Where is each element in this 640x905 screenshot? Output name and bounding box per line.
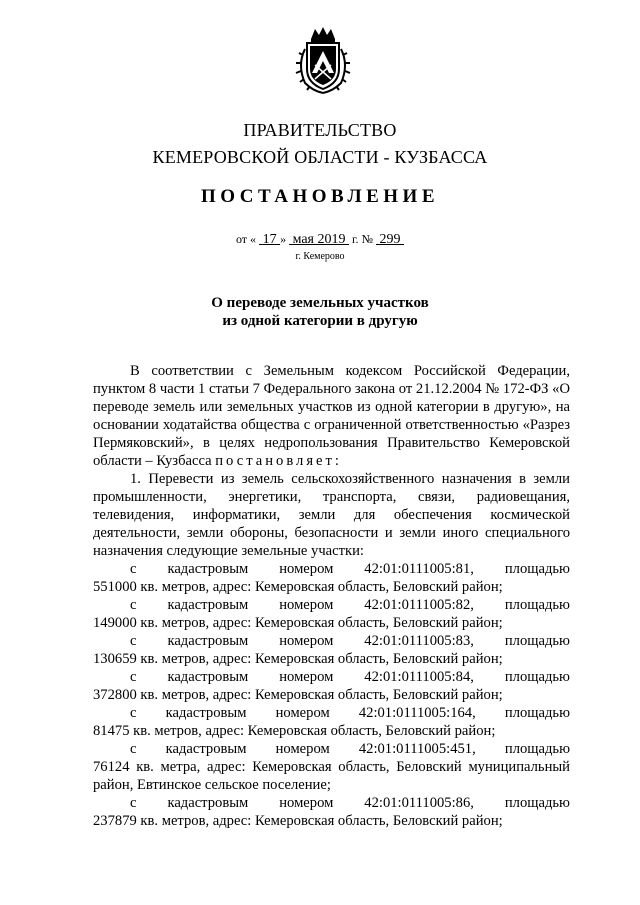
parcel-word: номером — [279, 597, 334, 613]
parcel-first-line — [93, 740, 570, 758]
parcel-word: номером — [275, 705, 330, 721]
parcel-word: 42:01:0111005:86, — [364, 795, 474, 811]
parcel-word: номером — [279, 561, 334, 577]
date-month-year: мая 2019 — [292, 232, 346, 247]
parcel-word: площадью — [504, 705, 570, 721]
parcel-word: кадастровым — [167, 561, 249, 577]
parcel-word: номером — [279, 795, 334, 811]
parcel-rest: 130659 кв. метров, адрес: Кемеровская область, Беловский район; — [93, 651, 503, 667]
parcel-first-line — [93, 632, 570, 650]
parcel-list — [93, 560, 570, 830]
parcel-word: площадью — [504, 669, 570, 685]
document-body — [93, 362, 570, 830]
parcel-first-line — [93, 794, 570, 812]
date-prefix: от « — [235, 232, 257, 246]
org-name-line2: КЕМЕРОВСКОЙ ОБЛАСТИ - КУЗБАССА — [152, 147, 488, 167]
document-number: 299 — [379, 232, 401, 247]
parcel-word: с — [130, 561, 137, 577]
org-name-line1: ПРАВИТЕЛЬСТВО — [243, 120, 397, 140]
parcel-word: площадью — [504, 597, 570, 613]
date-line — [0, 232, 640, 248]
parcel-word: с — [130, 597, 137, 613]
parcel-word: 42:01:0111005:82, — [364, 597, 474, 613]
parcel-word: площадью — [504, 795, 570, 811]
parcel-rest: 237879 кв. метров, адрес: Кемеровская область, Беловский район; — [93, 813, 503, 829]
parcel-rest: 149000 кв. метров, адрес: Кемеровская область, Беловский район; — [93, 615, 503, 631]
parcel-first-line — [93, 668, 570, 686]
document-type: ПОСТАНОВЛЕНИЕ — [200, 186, 440, 207]
parcel-first-line — [93, 560, 570, 578]
date-mid: » — [280, 232, 287, 246]
city: г. Кемерово — [295, 251, 345, 262]
parcel-word: 42:01:0111005:84, — [364, 669, 474, 685]
parcel-word: номером — [279, 633, 334, 649]
parcel-word: с — [130, 705, 137, 721]
parcel-first-line — [93, 596, 570, 614]
parcel-word: площадью — [504, 633, 570, 649]
parcel-word: с — [130, 795, 137, 811]
number-prefix: № — [361, 232, 374, 246]
parcel-word: номером — [279, 669, 334, 685]
parcel-rest: 76124 кв. метра, адрес: Кемеровская область, Беловский муниципальный район, Евтинское сельское поселение; — [93, 759, 570, 793]
parcel-word: площадью — [504, 741, 570, 757]
subject-line1: О переводе земельных участков — [211, 295, 429, 311]
document-subject — [0, 294, 640, 330]
parcel-rest: 551000 кв. метров, адрес: Кемеровская область, Беловский район; — [93, 579, 503, 595]
parcel-word: 42:01:0111005:164, — [358, 705, 476, 721]
date-day: 17 — [262, 232, 277, 247]
parcel-word: 42:01:0111005:451, — [358, 741, 476, 757]
parcel-word: 42:01:0111005:83, — [364, 633, 474, 649]
parcel-word: кадастровым — [167, 795, 249, 811]
parcel-word: номером — [275, 741, 330, 757]
subject-line2: из одной категории в другую — [222, 313, 418, 329]
parcel-word: кадастровым — [167, 669, 249, 685]
intro-paragraph: В соответствии с Земельным кодексом Российской Федерации, пунктом 8 части 1 статьи 7 Федерального закона от 21.12.2004 № 172-ФЗ «О переводе земель или земельных участков из одной категории в другую», на основании ходатайства общества с ограниченной ответственностью «Разрез Пермяковский», в целях недропользования Правительство Кемеровской области – Кузбасса постановляет: — [93, 363, 570, 469]
item-1-paragraph: 1. Перевести из земель сельскохозяйственного назначения в земли промышленности, энергетики, транспорта, связи, радиовещания, телевидения, информатики, земли для обеспечения космической деятельности, земли обороны, безопасности и земли иного специального назначения следующие земельные участки: — [93, 471, 570, 559]
date-year-suffix: г. — [351, 232, 359, 246]
parcel-word: с — [130, 741, 137, 757]
parcel-word: кадастровым — [165, 741, 247, 757]
parcel-word: площадью — [504, 561, 570, 577]
parcel-word: с — [130, 669, 137, 685]
parcel-word: 42:01:0111005:81, — [364, 561, 474, 577]
parcel-first-line — [93, 704, 570, 722]
parcel-rest: 81475 кв. метров, адрес: Кемеровская область, Беловский район; — [93, 723, 496, 739]
parcel-word: кадастровым — [167, 633, 249, 649]
parcel-word: с — [130, 633, 137, 649]
parcel-rest: 372800 кв. метров, адрес: Кемеровская область, Беловский район; — [93, 687, 503, 703]
intro-verb: постановляет: — [215, 453, 342, 469]
parcel-word: кадастровым — [167, 597, 249, 613]
parcel-word: кадастровым — [165, 705, 247, 721]
coat-of-arms-icon — [293, 25, 353, 97]
